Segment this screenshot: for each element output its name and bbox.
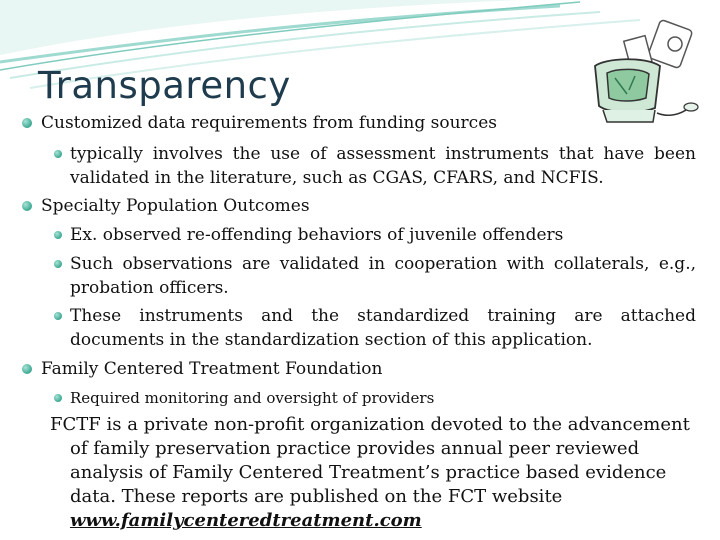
bullet-icon bbox=[22, 201, 32, 211]
bullet-icon bbox=[54, 312, 62, 320]
fct-website-link[interactable]: www.familycenteredtreatment.com bbox=[70, 510, 422, 531]
fctf-paragraph bbox=[50, 413, 705, 533]
bullet-icon bbox=[54, 260, 62, 268]
bullet-icon bbox=[54, 231, 62, 239]
fctf-description: FCTF is a private non-profit organization devoted to the advancement of family preservation practice provides annual peer reviewed analysis of Family Centered Treatment’s practice based evidence data. These reports are published on the FCT website bbox=[50, 414, 690, 507]
sub-bullet-item: Required monitoring and oversight of providers bbox=[50, 386, 696, 410]
bullet-item: Customized data requirements from funding sources bbox=[22, 111, 692, 135]
sub-bullet-item: Such observations are validated in cooperation with collaterals, e.g., probation officers. bbox=[50, 252, 696, 300]
sub-bullet-item: Ex. observed re-offending behaviors of juvenile offenders bbox=[50, 223, 696, 247]
bullet-icon bbox=[22, 118, 32, 128]
bullet-item: Family Centered Treatment Foundation bbox=[22, 357, 692, 381]
bullet-icon bbox=[54, 150, 62, 158]
slide-title: Transparency bbox=[38, 64, 291, 107]
bullet-icon bbox=[22, 364, 32, 374]
bullet-item: Specialty Population Outcomes bbox=[22, 194, 692, 218]
sub-bullet-item: typically involves the use of assessment instruments that have been validated in the literature, such as CGAS, CFARS, and NCFIS. bbox=[50, 142, 696, 190]
bullet-icon bbox=[54, 394, 62, 402]
sub-bullet-item: These instruments and the standardized training are attached documents in the standardization section of this application. bbox=[50, 304, 696, 352]
